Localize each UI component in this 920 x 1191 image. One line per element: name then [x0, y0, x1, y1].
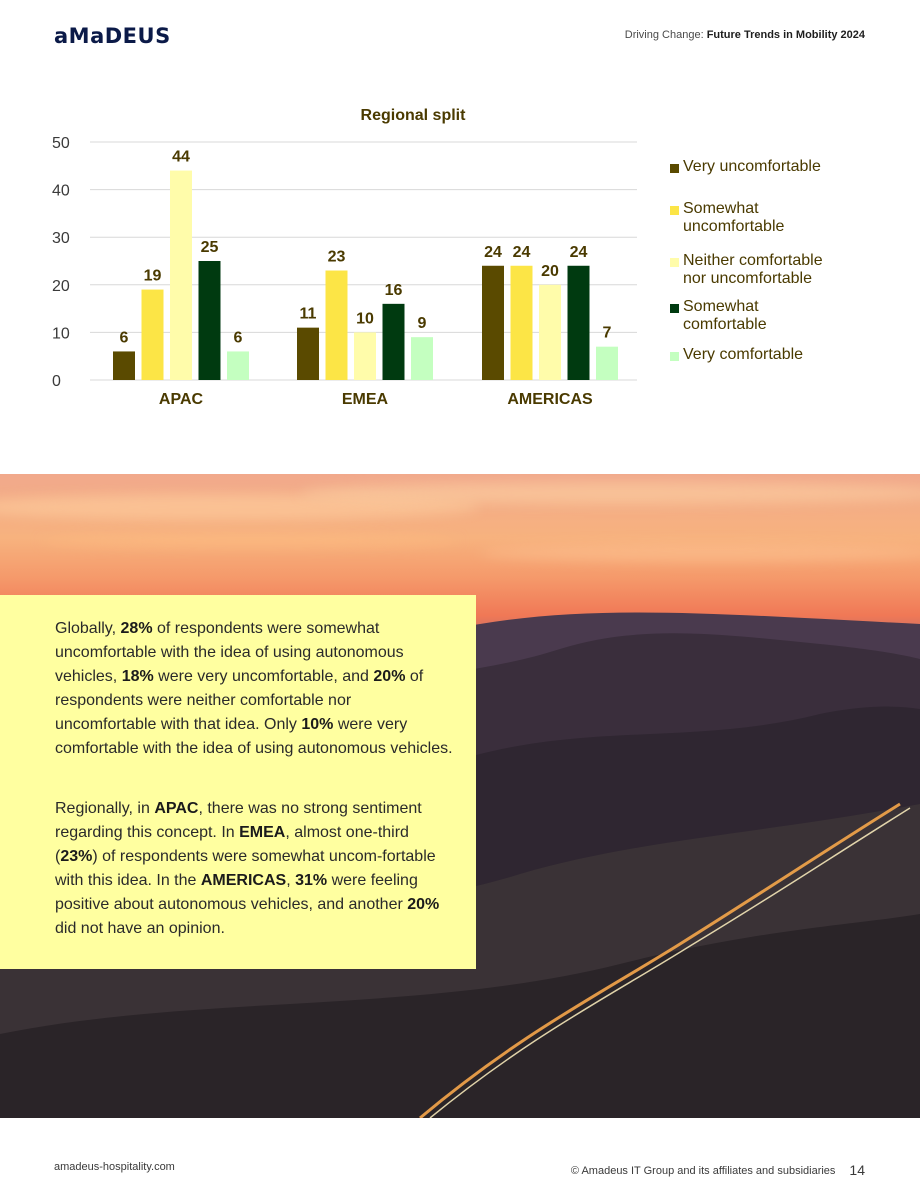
legend-swatch — [670, 258, 679, 267]
y-tick-label: 0 — [52, 373, 61, 390]
highlight-value: 20% — [407, 896, 440, 913]
legend-label: Very comfortable — [683, 346, 804, 363]
summary-paragraph-regional: Regionally, in APAC, there was no strong sentiment regarding this concept. In EMEA, almost one-third (23%) of respondents were somewhat uncom-fortable with this idea. In the AMERICAS, 31% were feeling positive about autonomous vehicles, and another 20% did not have an opinion. — [55, 800, 440, 937]
data-label: 23 — [327, 248, 346, 266]
data-label: 7 — [602, 324, 612, 342]
legend-swatch — [670, 206, 679, 215]
bar-americas-2 — [511, 266, 533, 380]
footer-copyright — [571, 1161, 865, 1177]
bar-apac-3 — [170, 171, 192, 380]
category-label-americas: AMERICAS — [507, 391, 593, 408]
bar-apac-2 — [142, 290, 164, 380]
bar-apac-1 — [113, 351, 135, 380]
legend-swatch — [670, 164, 679, 173]
data-label: 24 — [569, 243, 588, 261]
highlight-value: 10% — [301, 716, 334, 733]
y-tick-label: 20 — [52, 277, 70, 295]
data-label: 19 — [143, 267, 162, 285]
document-title — [625, 29, 865, 41]
y-tick-label: 30 — [52, 230, 70, 248]
data-label: 6 — [233, 329, 243, 347]
data-label: 10 — [356, 310, 374, 328]
highlight-value: 28% — [120, 620, 153, 637]
category-label-emea: EMEA — [341, 391, 389, 408]
highlight-value: EMEA — [239, 824, 286, 841]
highlight-value: 31% — [295, 872, 328, 889]
legend-label: Somewhat comfortable — [683, 298, 767, 333]
legend-swatch — [670, 352, 679, 361]
footer-website: amadeus-hospitality.com — [54, 1161, 175, 1173]
data-label: 16 — [384, 281, 403, 299]
bar-americas-4 — [568, 266, 590, 380]
chart-title: Regional split — [360, 107, 466, 124]
bar-emea-5 — [411, 337, 433, 380]
highlight-value: 18% — [121, 668, 154, 685]
amadeus-logo: aMaDEUS — [54, 24, 171, 48]
legend-label: Somewhat uncomfortable — [683, 200, 785, 235]
bar-emea-1 — [297, 328, 319, 380]
highlight-value: AMERICAS — [200, 872, 287, 889]
highlight-value: APAC — [154, 800, 199, 817]
regional-split-chart — [40, 96, 640, 416]
summary-paragraph-global: Globally, 28% of respondents were somewhat uncomfortable with the idea of using autonomous vehicles, 18% were very uncomfortable, and 20% of respondents were neither comfortable nor uncomfortable with that idea. Only 10% were very comfortable with the idea of using autonomous vehicles. — [55, 620, 453, 757]
data-label: 24 — [484, 243, 502, 261]
page-number: 14 — [849, 1162, 865, 1178]
copyright-text: © Amadeus IT Group and its affiliates and subsidiaries — [570, 1165, 836, 1177]
y-tick-label: 50 — [52, 135, 70, 152]
bar-emea-3 — [354, 332, 376, 380]
bar-emea-4 — [383, 304, 405, 380]
category-label-apac: APAC — [158, 391, 204, 408]
bar-apac-5 — [227, 351, 249, 380]
data-label: 11 — [299, 305, 317, 323]
data-label: 24 — [512, 243, 531, 261]
y-tick-label: 10 — [52, 325, 70, 343]
bar-apac-4 — [199, 261, 221, 380]
bar-americas-5 — [596, 347, 618, 380]
legend-label: Neither comfortable nor uncomfortable — [683, 252, 823, 287]
y-tick-label: 40 — [52, 182, 70, 200]
legend-label: Very uncomfortable — [683, 158, 821, 175]
data-label: 44 — [172, 148, 190, 166]
bar-americas-3 — [539, 285, 561, 380]
data-label: 9 — [417, 315, 427, 333]
highlight-value: 23% — [60, 848, 93, 865]
data-label: 6 — [119, 329, 129, 347]
data-label: 20 — [541, 262, 559, 280]
document-title-prefix: Driving Change: — [624, 29, 707, 41]
legend-swatch — [670, 304, 679, 313]
highlight-value: 20% — [373, 668, 406, 685]
bar-emea-2 — [326, 271, 348, 380]
bar-americas-1 — [482, 266, 504, 380]
summary-text-box — [0, 595, 476, 969]
document-title-bold: Future Trends in Mobility 2024 — [706, 29, 865, 41]
data-label: 25 — [200, 239, 219, 256]
